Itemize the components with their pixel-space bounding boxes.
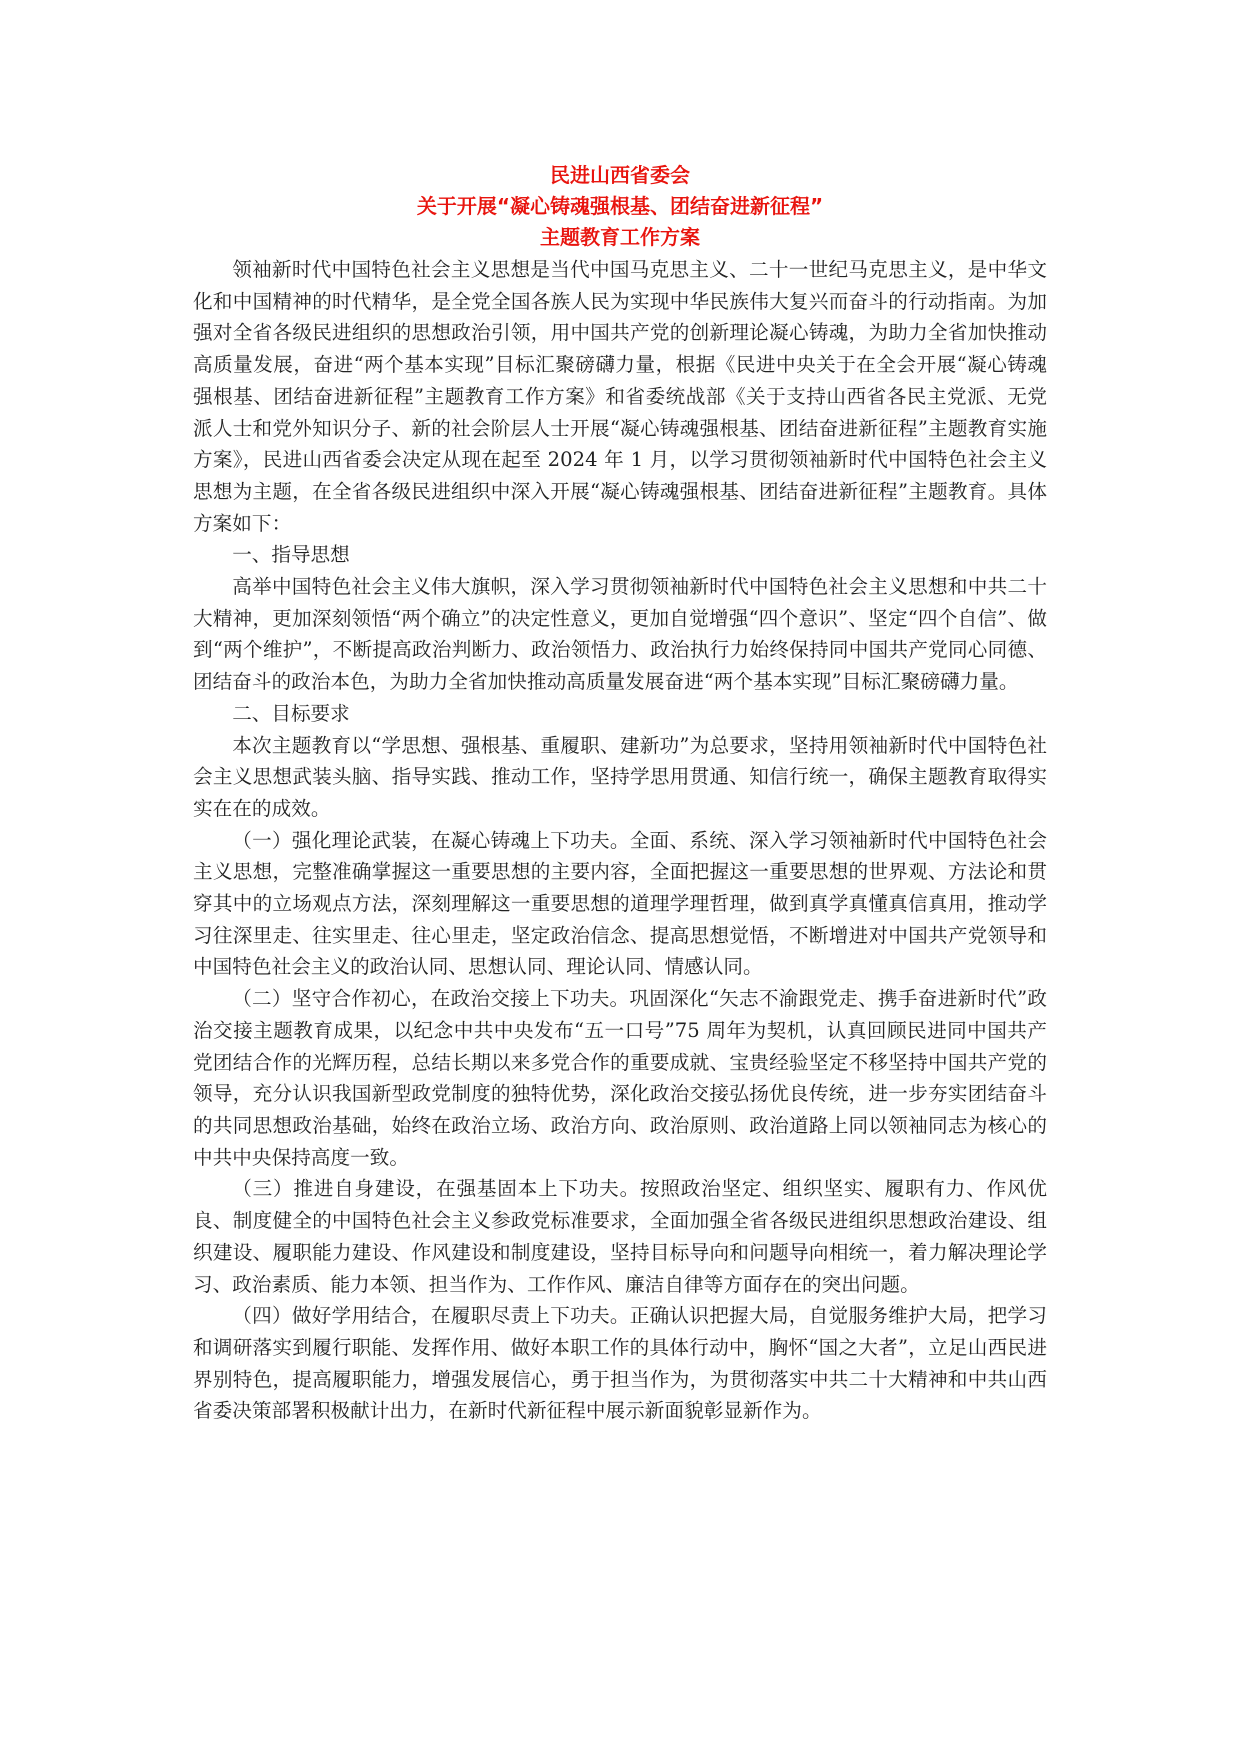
document-title-type: 主题教育工作方案	[540, 225, 700, 249]
goal-item-3: （三）推进自身建设，在强基固本上下功夫。按照政治坚定、组织坚实、履职有力、作风优良、制度健全的中国特色社会主义参政党标准要求，全面加强全省各级民进组织思想政治建设、组织建设、履职能力建设、作风建设和制度建设，坚持目标导向和问题导向相统一，着力解决理论学习、政治素质、能力本领、担当作为、工作作风、廉洁自律等方面存在的突出问题。	[193, 1177, 1047, 1296]
goals-paragraph: 本次主题教育以“学思想、强根基、重履职、建新功”为总要求，坚持用领袖新时代中国特色社会主义思想武装头脑、指导实践、推动工作，坚持学思用贯通、知信行统一，确保主题教育取得实实在在的成效。	[193, 733, 1047, 820]
goal-item-1: （一）强化理论武装，在凝心铸魂上下功夫。全面、系统、深入学习领袖新时代中国特色社会主义思想，完整准确掌握这一重要思想的主要内容，全面把握这一重要思想的世界观、方法论和贯穿其中的立场观点方法，深刻理解这一重要思想的道理学理哲理，做到真学真懂真信真用，推动学习往深里走、往实里走、往心里走，坚定政治信念、提高思想觉悟，不断增进对中国共产党领导和中国特色社会主义的政治认同、思想认同、理论认同、情感认同。	[193, 828, 1047, 979]
intro-paragraph: 领袖新时代中国特色社会主义思想是当代中国马克思主义、二十一世纪马克思主义，是中华文化和中国精神的时代精华，是全党全国各族人民为实现中华民族伟大复兴而奋斗的行动指南。为加强对全省各级民进组织的思想政治引领，用中国共产党的创新理论凝心铸魂，为助力全省加快推动高质量发展，奋进“两个基本实现”目标汇聚磅礴力量，根据《民进中央关于在全会开展“凝心铸魂强根基、团结奋进新征程”主题教育工作方案》和省委统战部《关于支持山西省各民主党派、无党派人士和党外知识分子、新的社会阶层人士开展“凝心铸魂强根基、团结奋进新征程”主题教育实施方案》，民进山西省委会决定从现在起至 2024 年 1 月，以学习贯彻领袖新时代中国特色社会主义思想为主题，在全省各级民进组织中深入开展“凝心铸魂强根基、团结奋进新征程”主题教育。具体方案如下：	[193, 258, 1047, 535]
document-title-org: 民进山西省委会	[550, 163, 690, 187]
goal-item-2: （二）坚守合作初心，在政治交接上下功夫。巩固深化“矢志不渝跟党走、携手奋进新时代”政治交接主题教育成果，以纪念中共中央发布“五一口号”75 周年为契机，认真回顾民进同中国共产党团结合作的光辉历程，总结长期以来多党合作的重要成就、宝贵经验坚定不移坚持中国共产党的领导，充分认识我国新型政党制度的独特优势，深化政治交接弘扬优良传统，进一步夯实团结奋斗的共同思想政治基础，始终在政治立场、政治方向、政治原则、政治道路上同以领袖同志为核心的中共中央保持高度一致。	[193, 987, 1047, 1169]
section-heading-goals: 二、目标要求	[232, 701, 350, 725]
section-heading-guiding-ideology: 一、指导思想	[232, 543, 350, 567]
guiding-ideology-paragraph: 高举中国特色社会主义伟大旗帜，深入学习贯彻领袖新时代中国特色社会主义思想和中共二十大精神，更加深刻领悟“两个确立”的决定性意义，更加自觉增强“四个意识”、坚定“四个自信”、做到“两个维护”，不断提高政治判断力、政治领悟力、政治执行力始终保持同中国共产党同心同德、团结奋斗的政治本色，为助力全省加快推动高质量发展奋进“两个基本实现”目标汇聚磅礴力量。	[193, 575, 1047, 694]
document-body	[193, 254, 1047, 1427]
document-content	[193, 160, 1047, 1427]
goal-item-4: （四）做好学用结合，在履职尽责上下功夫。正确认识把握大局，自觉服务维护大局，把学习和调研落实到履行职能、发挥作用、做好本职工作的具体行动中，胸怀“国之大者”，立足山西民进界别特色，提高履职能力，增强发展信心，勇于担当作为，为贯彻落实中共二十大精神和中共山西省委决策部署积极献计出力，在新时代新征程中展示新面貌彰显新作为。	[193, 1304, 1047, 1423]
document-title-subject: 关于开展“凝心铸魂强根基、团结奋进新征程”	[416, 194, 824, 218]
